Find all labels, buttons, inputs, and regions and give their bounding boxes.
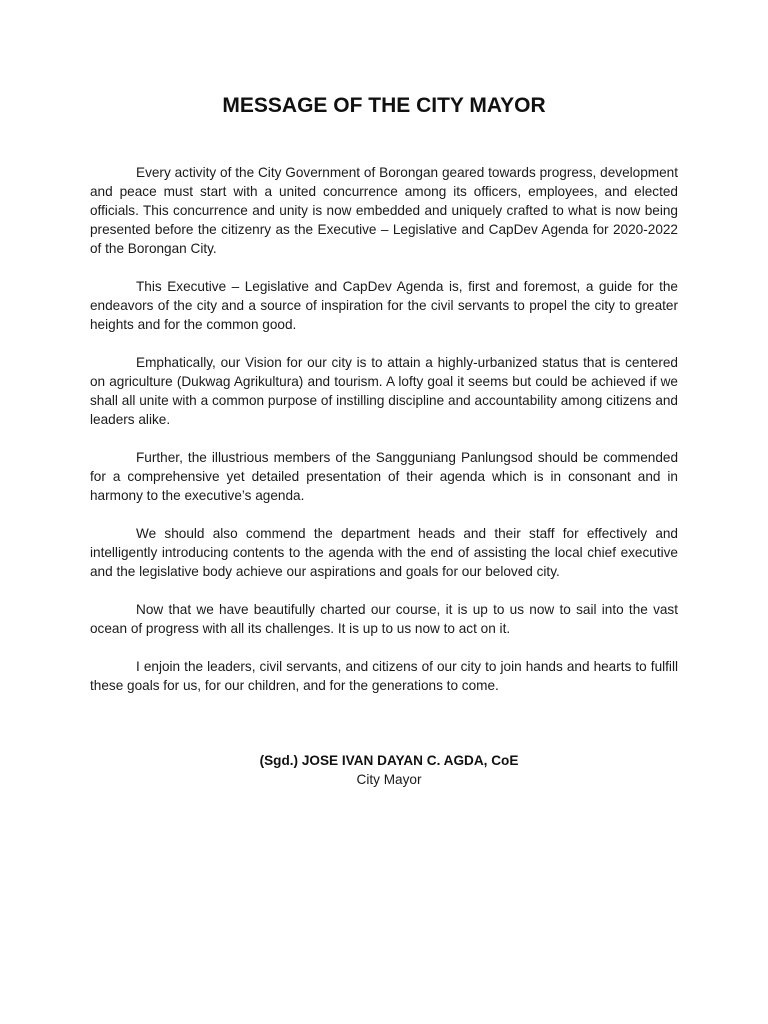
paragraph-2: This Executive – Legislative and CapDev Agenda is, first and foremost, a guide for the endeavors of the city and a source of inspiration for the civil servants to propel the city to greater heights and for the common good. [90, 279, 678, 332]
document-title: MESSAGE OF THE CITY MAYOR [222, 94, 546, 117]
paragraph-5: We should also commend the department heads and their staff for effectively and intelligently introducing contents to the agenda with the end of assisting the local chief executive and the legislative body achieve our aspirations and goals for our beloved city. [90, 526, 678, 579]
paragraph-1: Every activity of the City Government of Borongan geared towards progress, development and peace must start with a united concurrence among its officers, employees, and elected officials. This concurrence and unity is now embedded and uniquely crafted to what is now being presented before the citizenry as the Executive – Legislative and CapDev Agenda for 2020-2022 of the Borongan City. [90, 165, 678, 256]
paragraph-3: Emphatically, our Vision for our city is to attain a highly-urbanized status that is centered on agriculture (Dukwag Agrikultura) and tourism. A lofty goal it seems but could be achieved if we shall all unite with a common purpose of instilling discipline and accountability among citizens and leaders alike. [90, 355, 678, 427]
signature-block [0, 751, 768, 789]
signatory-position: City Mayor [356, 772, 422, 787]
paragraph-4: Further, the illustrious members of the Sangguniang Panlungsod should be commended for a comprehensive yet detailed presentation of their agenda which is in consonant and in harmony to the executive’s agenda. [90, 450, 678, 503]
signatory-name: (Sgd.) JOSE IVAN DAYAN C. AGDA, CoE [259, 753, 519, 768]
message-body [90, 163, 678, 714]
paragraph-6: Now that we have beautifully charted our course, it is up to us now to sail into the vast ocean of progress with all its challenges. It is up to us now to act on it. [90, 602, 678, 636]
paragraph-7: I enjoin the leaders, civil servants, and citizens of our city to join hands and hearts to fulfill these goals for us, for our children, and for the generations to come. [90, 659, 678, 693]
